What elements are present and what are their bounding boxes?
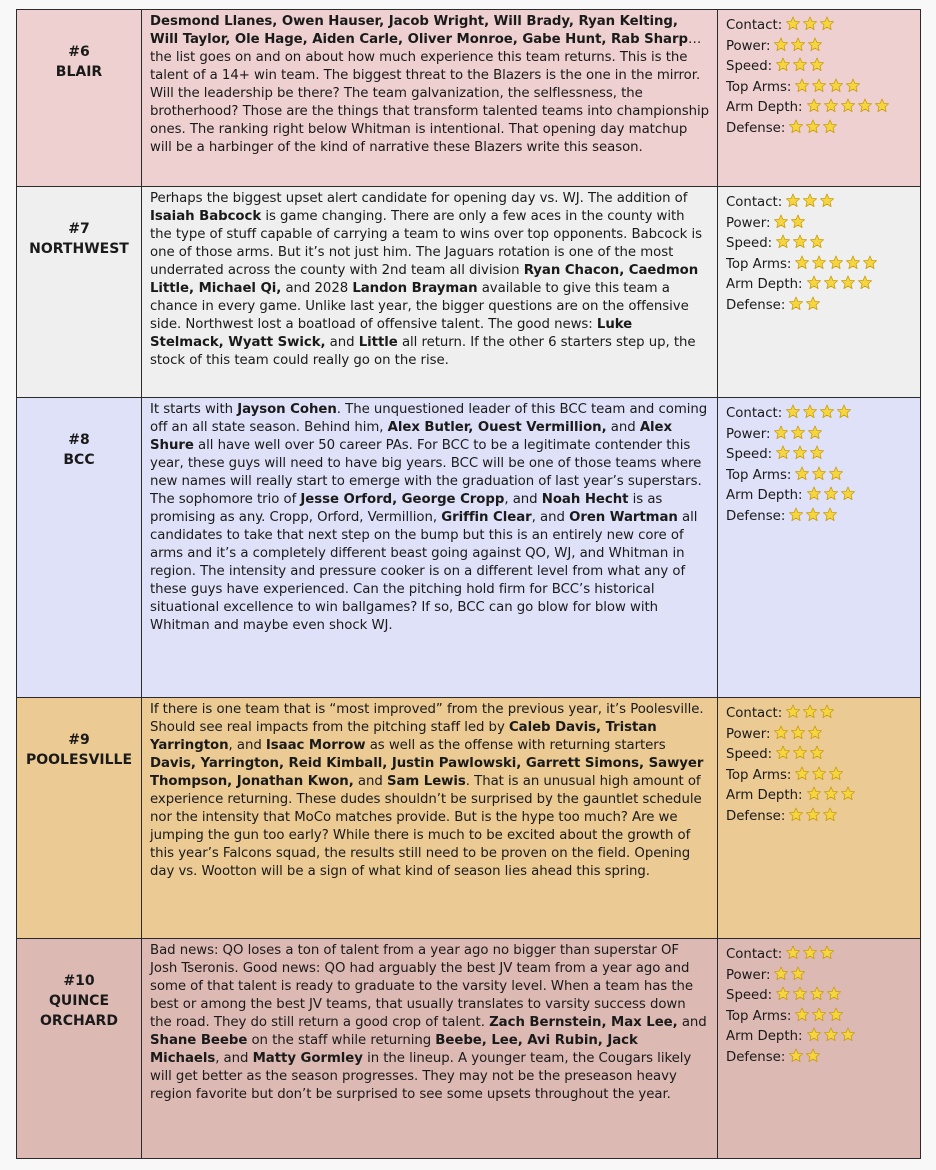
star-icon bbox=[806, 486, 822, 501]
star-icon bbox=[794, 766, 810, 781]
description-text: and bbox=[677, 1015, 707, 1030]
star-icon bbox=[807, 725, 823, 740]
ratings-cell bbox=[718, 187, 921, 398]
star-icon bbox=[792, 745, 808, 760]
star-icon bbox=[788, 296, 804, 311]
rating-label: Defense: bbox=[726, 808, 786, 824]
description-text: all have well over 50 career PAs. For BCC to be a legitimate contender this year, these guys will need to have big years. BCC will be one of those teams where new names will really start to emerge with the graduation of last year’s superstars. The sophomore trio of bbox=[150, 438, 702, 507]
player-names: Matty Gormley bbox=[252, 1051, 363, 1066]
team-row bbox=[17, 698, 921, 939]
player-names: Beebe, Lee, Avi Rubin, Jack Michaels bbox=[150, 1033, 638, 1066]
star-icon bbox=[806, 786, 822, 801]
star-icon bbox=[805, 507, 821, 522]
description-text: is game changing. There are only a few aces in the county with the type of stuff capable of carrying a team to wins over top opponents. Babcock is one of those arms. But it’s not just him. The Jaguars rotation is one of the most underrated across the county with 2nd team all division bbox=[150, 209, 702, 278]
star-icon bbox=[857, 98, 873, 113]
rating-stars bbox=[772, 966, 806, 987]
ratings-cell bbox=[718, 10, 921, 187]
player-names: Zach Bernstein, Max Lee, bbox=[489, 1015, 678, 1030]
star-icon bbox=[794, 78, 810, 93]
star-icon bbox=[805, 296, 821, 311]
star-icon bbox=[823, 275, 839, 290]
star-icon bbox=[845, 78, 861, 93]
team-description bbox=[142, 187, 717, 374]
rank-number: #6 bbox=[68, 44, 90, 60]
star-icon bbox=[845, 255, 861, 270]
star-icon bbox=[775, 986, 791, 1001]
player-names: Caleb Davis, Tristan Yarrington bbox=[150, 720, 657, 753]
star-icon bbox=[840, 98, 856, 113]
star-icon bbox=[807, 425, 823, 440]
star-icon bbox=[809, 445, 825, 460]
description-text: available to give this team a chance in every game. Unlike last year, the bigger questions are on the offensive side. Northwest lost a boatload of offensive talent. The good news: bbox=[150, 281, 689, 332]
description-cell bbox=[142, 398, 718, 698]
rating-label: Contact: bbox=[726, 18, 783, 33]
rating-stars bbox=[774, 445, 825, 466]
rating-stars bbox=[805, 486, 856, 507]
star-icon bbox=[775, 745, 791, 760]
star-icon bbox=[773, 214, 789, 229]
description-text: If there is one team that is “most improved” from the previous year, it’s Poolesville. Should see real impacts from the pitching staff led by bbox=[150, 702, 704, 735]
star-icon bbox=[828, 766, 844, 781]
star-icon bbox=[802, 193, 818, 208]
description-text: all return. If the other 6 starters step up, the stock of this team could really go on the rise. bbox=[150, 335, 696, 368]
rating-label: Arm Depth: bbox=[726, 788, 803, 804]
player-names: Alex Shure bbox=[150, 420, 673, 453]
rating-row bbox=[726, 445, 914, 466]
star-icon bbox=[811, 78, 827, 93]
description-text: on the staff while returning bbox=[247, 1033, 436, 1048]
ratings-cell bbox=[718, 939, 921, 1159]
player-names: Desmond Llanes, Owen Hauser, Jacob Wright, Will Brady, Ryan Kelting, Will Taylor, Ole Hage, Aiden Carle, Oliver Monroe, Gabe Hunt, Rab Sharp bbox=[150, 14, 688, 47]
rating-row bbox=[726, 98, 914, 119]
team-row bbox=[17, 398, 921, 698]
rating-row bbox=[726, 966, 914, 987]
description-text: , and bbox=[215, 1051, 253, 1066]
rankings-table bbox=[16, 9, 921, 1159]
star-icon bbox=[822, 807, 838, 822]
star-icon bbox=[819, 193, 835, 208]
star-icon bbox=[794, 1007, 810, 1022]
star-icon bbox=[773, 37, 789, 52]
team-name: BCC bbox=[63, 452, 95, 468]
star-icon bbox=[840, 486, 856, 501]
rating-row bbox=[726, 507, 914, 528]
rating-stars bbox=[772, 37, 823, 58]
team-row bbox=[17, 10, 921, 187]
star-icon bbox=[788, 507, 804, 522]
star-icon bbox=[819, 704, 835, 719]
star-icon bbox=[823, 786, 839, 801]
team-name: ORCHARD bbox=[40, 1013, 118, 1029]
rating-row bbox=[726, 466, 914, 487]
star-icon bbox=[788, 1048, 804, 1063]
star-icon bbox=[828, 466, 844, 481]
star-icon bbox=[828, 78, 844, 93]
star-icon bbox=[775, 445, 791, 460]
rating-stars bbox=[805, 1027, 856, 1048]
rating-label: Top Arms: bbox=[726, 767, 792, 783]
description-text: Bad news: QO loses a ton of talent from a year ago no bigger than superstar OF Josh Tseronis. Good news: QO had arguably the best JV team from a year ago and some of that talent is ready to graduate to the varsity level. When a team has the best or among the best JV teams, that usually translates to varsity success down the road. They do still return a good crop of talent. bbox=[150, 943, 694, 1030]
star-icon bbox=[822, 119, 838, 134]
star-icon bbox=[785, 945, 801, 960]
player-names: Ryan Chacon, Caedmon Little, Michael Qi, bbox=[150, 263, 699, 296]
rating-row bbox=[726, 725, 914, 746]
rating-label: Defense: bbox=[726, 1049, 786, 1065]
rating-stars bbox=[774, 986, 842, 1007]
rating-row bbox=[726, 296, 914, 317]
star-icon bbox=[828, 255, 844, 270]
team-name: POOLESVILLE bbox=[25, 752, 133, 768]
rating-label: Power: bbox=[726, 426, 771, 442]
player-names: Alex Butler, Ouest Vermillion, bbox=[387, 420, 607, 435]
rank-cell bbox=[17, 398, 142, 698]
description-text: all candidates to take that next step on the bump but this is an entirely new core of arms and it’s a completely different beast going against QO, WJ, and Whitman in region. The intensity and pressure cooker is on a different level from what any of these guys have experienced. Can the pitching hold firm for BCC’s historical situational excellence to win ballgames? If so, BCC can go blow for blow with Whitman and maybe even shock WJ. bbox=[150, 510, 698, 633]
star-icon bbox=[836, 404, 852, 419]
rating-label: Top Arms: bbox=[726, 256, 792, 272]
star-icon bbox=[773, 966, 789, 981]
star-icon bbox=[785, 16, 801, 31]
rating-row bbox=[726, 945, 914, 966]
description-text: and bbox=[353, 774, 387, 789]
description-text: … the list goes on and on about how much experience this team returns. This is the talent of a 14+ win team. The biggest threat to the Blazers is the one in the mirror. Will the leadership be there? The team galvanization, the selflessness, the brotherhood? Those are the things that transform talented teams into championship ones. The ranking right below Whitman is intentional. That opening day matchup will be a harbinger of the kind of narrative these Blazers write this season. bbox=[150, 32, 710, 155]
rating-stars bbox=[793, 466, 844, 487]
star-icon bbox=[811, 255, 827, 270]
rating-row bbox=[726, 193, 914, 214]
star-icon bbox=[790, 37, 806, 52]
rank-cell bbox=[17, 698, 142, 939]
rating-label: Speed: bbox=[726, 988, 773, 1004]
star-icon bbox=[773, 725, 789, 740]
rating-stars bbox=[784, 704, 835, 725]
rating-stars bbox=[793, 255, 878, 276]
star-icon bbox=[811, 1007, 827, 1022]
star-icon bbox=[794, 466, 810, 481]
rating-label: Speed: bbox=[726, 59, 773, 75]
star-icon bbox=[785, 193, 801, 208]
rating-label: Defense: bbox=[726, 297, 786, 313]
star-icon bbox=[788, 807, 804, 822]
star-icon bbox=[790, 966, 806, 981]
description-cell bbox=[142, 187, 718, 398]
rating-label: Arm Depth: bbox=[726, 1029, 803, 1045]
star-icon bbox=[807, 37, 823, 52]
rating-row bbox=[726, 1048, 914, 1069]
rating-row bbox=[726, 786, 914, 807]
team-row bbox=[17, 187, 921, 398]
ratings-cell bbox=[718, 398, 921, 698]
rating-label: Power: bbox=[726, 967, 771, 983]
star-icon bbox=[792, 234, 808, 249]
player-names: Davis, Yarrington, Reid Kimball, Justin Pawlowski, Garrett Simons, Sawyer Thompson, Jonathan Kwon, bbox=[150, 756, 704, 789]
star-icon bbox=[806, 1027, 822, 1042]
player-names: Noah Hecht bbox=[541, 492, 629, 507]
rating-row bbox=[726, 255, 914, 276]
rank-number: #10 bbox=[63, 973, 95, 989]
star-icon bbox=[792, 986, 808, 1001]
rating-stars bbox=[805, 275, 873, 296]
player-names: Jayson Cohen bbox=[237, 402, 337, 417]
rating-row bbox=[726, 404, 914, 425]
rating-row bbox=[726, 425, 914, 446]
star-icon bbox=[773, 425, 789, 440]
player-names: Landon Brayman bbox=[352, 281, 478, 296]
rank-number: #9 bbox=[68, 732, 90, 748]
rating-stars bbox=[793, 78, 861, 99]
rating-label: Contact: bbox=[726, 947, 783, 962]
rating-row bbox=[726, 486, 914, 507]
rating-stars bbox=[793, 766, 844, 787]
star-icon bbox=[788, 119, 804, 134]
star-icon bbox=[862, 255, 878, 270]
description-text: as well as the offense with returning starters bbox=[365, 738, 666, 753]
team-description bbox=[142, 939, 717, 1108]
star-icon bbox=[857, 275, 873, 290]
rating-row bbox=[726, 1007, 914, 1028]
rating-label: Arm Depth: bbox=[726, 277, 803, 293]
rating-stars bbox=[805, 98, 890, 119]
player-names: Isaac Morrow bbox=[265, 738, 366, 753]
description-text: . That is an unusual high amount of experience returning. These dudes shouldn’t be surprised by the gauntlet schedule nor the intensity that MoCo matches provide. But is the hype too much? Are we jumping the gun too early? While there is much to be excited about the growth of this year’s Falcons squad, the results still need to be proven on the field. Opening day vs. Wootton will be a sign of what kind of season lies ahead this spring. bbox=[150, 774, 702, 879]
rating-stars bbox=[772, 725, 823, 746]
star-icon bbox=[840, 786, 856, 801]
description-text: , and bbox=[531, 510, 570, 525]
rating-label: Top Arms: bbox=[726, 1008, 792, 1024]
star-icon bbox=[802, 16, 818, 31]
rating-label: Top Arms: bbox=[726, 467, 792, 483]
rank-cell bbox=[17, 10, 142, 187]
rating-label: Defense: bbox=[726, 120, 786, 136]
rating-row bbox=[726, 275, 914, 296]
rating-stars bbox=[787, 296, 821, 317]
description-cell bbox=[142, 698, 718, 939]
description-text: Perhaps the biggest upset alert candidate for opening day vs. WJ. The addition of bbox=[150, 191, 688, 206]
star-icon bbox=[775, 57, 791, 72]
rating-label: Speed: bbox=[726, 747, 773, 763]
rating-stars bbox=[774, 234, 825, 255]
player-names: Isaiah Babcock bbox=[150, 209, 262, 224]
rating-stars bbox=[793, 1007, 844, 1028]
rating-label: Arm Depth: bbox=[726, 100, 803, 116]
rating-label: Power: bbox=[726, 215, 771, 231]
rating-label: Power: bbox=[726, 726, 771, 742]
team-description bbox=[142, 698, 717, 885]
rating-stars bbox=[805, 786, 856, 807]
star-icon bbox=[811, 766, 827, 781]
star-icon bbox=[790, 725, 806, 740]
description-cell bbox=[142, 939, 718, 1159]
rating-stars bbox=[784, 945, 835, 966]
description-text: in the lineup. A younger team, the Cougars likely will get better as the season progresses. They may not be the preseason heavy region favorite but don’t be surprised to see some upsets throughout the year. bbox=[150, 1051, 692, 1102]
rating-stars bbox=[787, 119, 838, 140]
ratings-cell bbox=[718, 698, 921, 939]
rating-label: Contact: bbox=[726, 406, 783, 421]
star-icon bbox=[802, 404, 818, 419]
rating-row bbox=[726, 78, 914, 99]
rating-stars bbox=[772, 425, 823, 446]
star-icon bbox=[785, 404, 801, 419]
rating-stars bbox=[772, 214, 806, 235]
description-cell bbox=[142, 10, 718, 187]
star-icon bbox=[823, 1027, 839, 1042]
description-text: and bbox=[606, 420, 640, 435]
team-name: QUINCE bbox=[48, 993, 110, 1009]
team-row bbox=[17, 939, 921, 1159]
team-description bbox=[142, 10, 717, 161]
star-icon bbox=[802, 704, 818, 719]
rating-stars bbox=[784, 16, 835, 37]
rating-row bbox=[726, 766, 914, 787]
star-icon bbox=[828, 1007, 844, 1022]
rating-label: Contact: bbox=[726, 706, 783, 721]
player-names: Oren Wartman bbox=[569, 510, 678, 525]
rating-label: Speed: bbox=[726, 447, 773, 463]
player-names: Shane Beebe bbox=[150, 1033, 248, 1048]
star-icon bbox=[805, 807, 821, 822]
rating-stars bbox=[787, 1048, 821, 1069]
star-icon bbox=[792, 445, 808, 460]
team-description bbox=[142, 398, 717, 639]
star-icon bbox=[806, 98, 822, 113]
rank-cell bbox=[17, 187, 142, 398]
star-icon bbox=[826, 986, 842, 1001]
player-names: Luke Stelmack, Wyatt Swick, bbox=[150, 317, 633, 350]
star-icon bbox=[809, 57, 825, 72]
player-names: Sam Lewis bbox=[386, 774, 466, 789]
rating-stars bbox=[784, 404, 852, 425]
description-text: , and bbox=[228, 738, 266, 753]
star-icon bbox=[785, 704, 801, 719]
rating-label: Defense: bbox=[726, 508, 786, 524]
star-icon bbox=[809, 234, 825, 249]
rating-stars bbox=[784, 193, 835, 214]
star-icon bbox=[819, 16, 835, 31]
star-icon bbox=[792, 57, 808, 72]
star-icon bbox=[806, 275, 822, 290]
player-names: Griffin Clear bbox=[441, 510, 532, 525]
rating-row bbox=[726, 57, 914, 78]
rating-row bbox=[726, 234, 914, 255]
star-icon bbox=[822, 507, 838, 522]
rating-label: Arm Depth: bbox=[726, 488, 803, 504]
rating-row bbox=[726, 1027, 914, 1048]
star-icon bbox=[794, 255, 810, 270]
star-icon bbox=[809, 745, 825, 760]
rating-label: Speed: bbox=[726, 236, 773, 252]
rating-label: Contact: bbox=[726, 195, 783, 210]
player-names: Jesse Orford, George Cropp bbox=[300, 492, 505, 507]
rating-row bbox=[726, 16, 914, 37]
rank-cell bbox=[17, 939, 142, 1159]
rating-stars bbox=[787, 507, 838, 528]
description-text: and bbox=[325, 335, 359, 350]
star-icon bbox=[819, 404, 835, 419]
star-icon bbox=[811, 466, 827, 481]
star-icon bbox=[840, 275, 856, 290]
rating-label: Top Arms: bbox=[726, 79, 792, 95]
rating-row bbox=[726, 986, 914, 1007]
star-icon bbox=[823, 98, 839, 113]
star-icon bbox=[823, 486, 839, 501]
rating-row bbox=[726, 745, 914, 766]
rating-row bbox=[726, 807, 914, 828]
rank-number: #8 bbox=[68, 432, 90, 448]
rating-stars bbox=[774, 57, 825, 78]
rating-stars bbox=[774, 745, 825, 766]
team-name: BLAIR bbox=[55, 64, 103, 80]
rating-stars bbox=[787, 807, 838, 828]
rating-row bbox=[726, 214, 914, 235]
description-text: It starts with bbox=[150, 402, 238, 417]
rating-row bbox=[726, 37, 914, 58]
star-icon bbox=[805, 1048, 821, 1063]
star-icon bbox=[805, 119, 821, 134]
description-text: is as promising as any. Cropp, Orford, Vermillion, bbox=[150, 492, 663, 525]
rank-number: #7 bbox=[68, 221, 90, 237]
star-icon bbox=[775, 234, 791, 249]
star-icon bbox=[802, 945, 818, 960]
rating-row bbox=[726, 119, 914, 140]
star-icon bbox=[819, 945, 835, 960]
star-icon bbox=[790, 214, 806, 229]
description-text: and 2028 bbox=[281, 281, 353, 296]
description-text: . The unquestioned leader of this BCC team and coming off an all state season. Behind him, bbox=[150, 402, 708, 435]
rating-row bbox=[726, 704, 914, 725]
star-icon bbox=[809, 986, 825, 1001]
star-icon bbox=[790, 425, 806, 440]
star-icon bbox=[874, 98, 890, 113]
star-icon bbox=[840, 1027, 856, 1042]
player-names: Little bbox=[358, 335, 398, 350]
description-text: , and bbox=[504, 492, 542, 507]
rating-label: Power: bbox=[726, 38, 771, 54]
team-name: NORTHWEST bbox=[29, 241, 129, 257]
